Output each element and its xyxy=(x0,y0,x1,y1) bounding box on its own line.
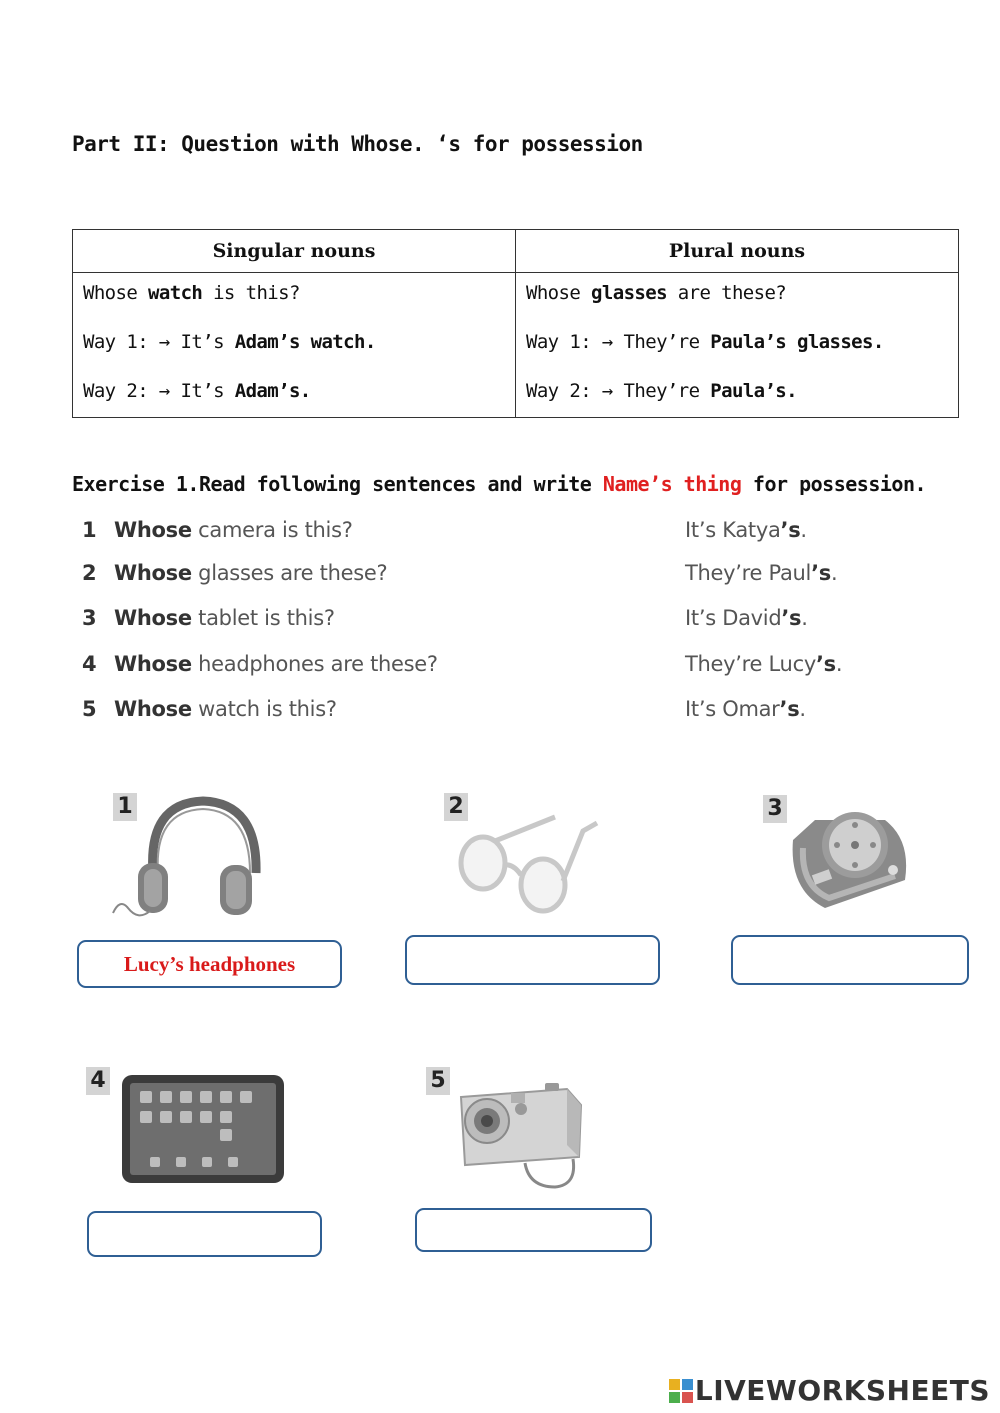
plural-cell xyxy=(516,273,959,418)
question-row: 1 Whose camera is this? It’s Katya’s. xyxy=(82,518,807,542)
picture-number: 1 xyxy=(113,793,137,821)
question-row: 5 Whose watch is this? It’s Omar’s. xyxy=(82,697,806,721)
liveworksheets-logo-icon xyxy=(669,1379,693,1403)
picture-number: 2 xyxy=(444,793,468,821)
page-title: Part II: Question with Whose. ‘s for possession xyxy=(72,132,643,156)
answer-box[interactable] xyxy=(731,935,969,985)
plural-way-2: Way 2: → They’re Paula’s. xyxy=(526,380,797,402)
answer-box[interactable] xyxy=(415,1208,652,1252)
plural-question: Whose glasses are these? xyxy=(526,282,787,304)
plural-way-1: Way 1: → They’re Paula’s glasses. xyxy=(526,331,884,353)
picture-number: 5 xyxy=(426,1067,450,1095)
glasses-icon xyxy=(455,805,605,915)
exercise-title: Exercise 1.Read following sentences and write Name’s thing for possession. xyxy=(72,472,927,496)
answer-text: Lucy’s headphones xyxy=(123,952,296,976)
header-singular: Singular nouns xyxy=(73,230,516,273)
question-row: 2 Whose glasses are these? They’re Paul’s. xyxy=(82,561,838,585)
grammar-table xyxy=(72,229,959,418)
singular-question: Whose watch is this? xyxy=(83,282,300,304)
answer-box[interactable] xyxy=(405,935,660,985)
brand-logo[interactable] xyxy=(669,1374,990,1407)
header-plural: Plural nouns xyxy=(516,230,959,273)
singular-way-1: Way 1: → It’s Adam’s watch. xyxy=(83,331,376,353)
picture-number: 4 xyxy=(86,1067,110,1095)
singular-cell xyxy=(73,273,516,418)
singular-way-2: Way 2: → It’s Adam’s. xyxy=(83,380,311,402)
brand-text: LIVEWORKSHEETS xyxy=(694,1374,990,1407)
question-row: 3 Whose tablet is this? It’s David’s. xyxy=(82,606,808,630)
tablet-icon xyxy=(120,1073,286,1185)
answer-box[interactable] xyxy=(87,1211,322,1257)
picture-number: 3 xyxy=(763,795,787,823)
answer-box[interactable] xyxy=(77,940,342,988)
camera-icon xyxy=(455,1075,585,1193)
question-row: 4 Whose headphones are these? They’re Lucy’s. xyxy=(82,652,843,676)
headphones-icon xyxy=(108,793,268,923)
watch-icon xyxy=(785,800,915,915)
highlight-text: Name’s thing xyxy=(602,472,742,496)
